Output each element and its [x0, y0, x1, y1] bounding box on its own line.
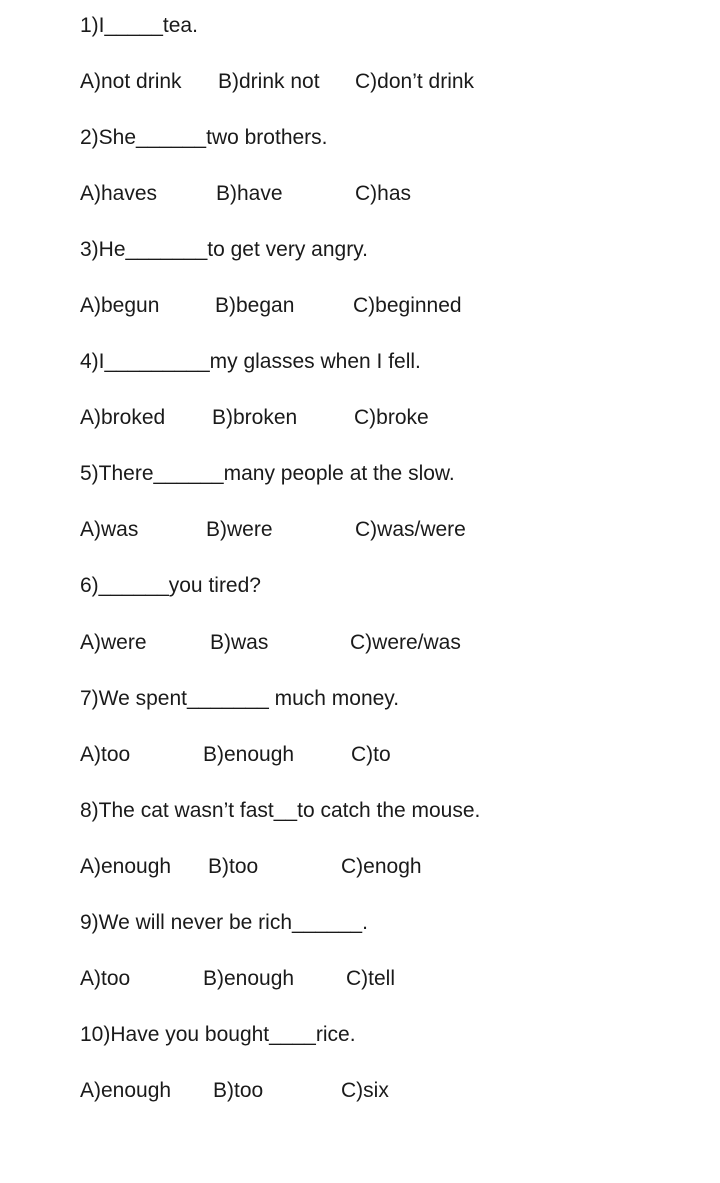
question-3-option-a: A)begun: [80, 294, 160, 317]
question-10-option-a: A)enough: [80, 1079, 172, 1102]
question-6-option-c: C)were/was: [350, 631, 461, 654]
question-4-option-b: B)broken: [212, 406, 298, 429]
question-9-option-b: B)enough: [203, 967, 295, 990]
question-4-option-a: A)broked: [80, 406, 166, 429]
question-8-stem: 8)The cat wasn’t fast__to catch the mouse.: [80, 799, 481, 822]
question-7-stem: 7)We spent_______ much money.: [80, 687, 400, 710]
question-8-option-b: B)too: [208, 855, 259, 878]
question-8-option-c: C)enogh: [341, 855, 422, 878]
question-10-option-c: C)six: [341, 1079, 389, 1102]
question-6-option-a: A)were: [80, 631, 147, 654]
question-5-option-c: C)was/were: [355, 518, 466, 541]
question-3-option-b: B)began: [215, 294, 295, 317]
question-4-option-c: C)broke: [354, 406, 429, 429]
question-1-option-c: C)don’t drink: [355, 70, 475, 93]
question-10-stem: 10)Have you bought____rice.: [80, 1023, 356, 1046]
question-5-option-b: B)were: [206, 518, 273, 541]
question-2-stem: 2)She______two brothers.: [80, 126, 328, 149]
question-3-stem: 3)He_______to get very angry.: [80, 238, 368, 261]
question-7-option-a: A)too: [80, 743, 131, 766]
question-5-stem: 5)There______many people at the slow.: [80, 462, 455, 485]
question-4-stem: 4)I_________my glasses when I fell.: [80, 350, 421, 373]
question-5-option-a: A)was: [80, 518, 139, 541]
question-3-option-c: C)beginned: [353, 294, 462, 317]
question-7-option-c: C)to: [351, 743, 391, 766]
question-9-option-a: A)too: [80, 967, 131, 990]
question-7-option-b: B)enough: [203, 743, 295, 766]
question-2-option-c: C)has: [355, 182, 412, 205]
question-10-option-b: B)too: [213, 1079, 264, 1102]
question-1-option-a: A)not drink: [80, 70, 182, 93]
question-9-option-c: C)tell: [346, 967, 396, 990]
question-9-stem: 9)We will never be rich______.: [80, 911, 368, 934]
question-6-stem: 6)______you tired?: [80, 574, 261, 597]
question-8-option-a: A)enough: [80, 855, 172, 878]
question-2-option-a: A)haves: [80, 182, 158, 205]
question-6-option-b: B)was: [210, 631, 269, 654]
question-1-option-b: B)drink not: [218, 70, 320, 93]
question-2-option-b: B)have: [216, 182, 283, 205]
question-1-stem: 1)I_____tea.: [80, 14, 198, 37]
